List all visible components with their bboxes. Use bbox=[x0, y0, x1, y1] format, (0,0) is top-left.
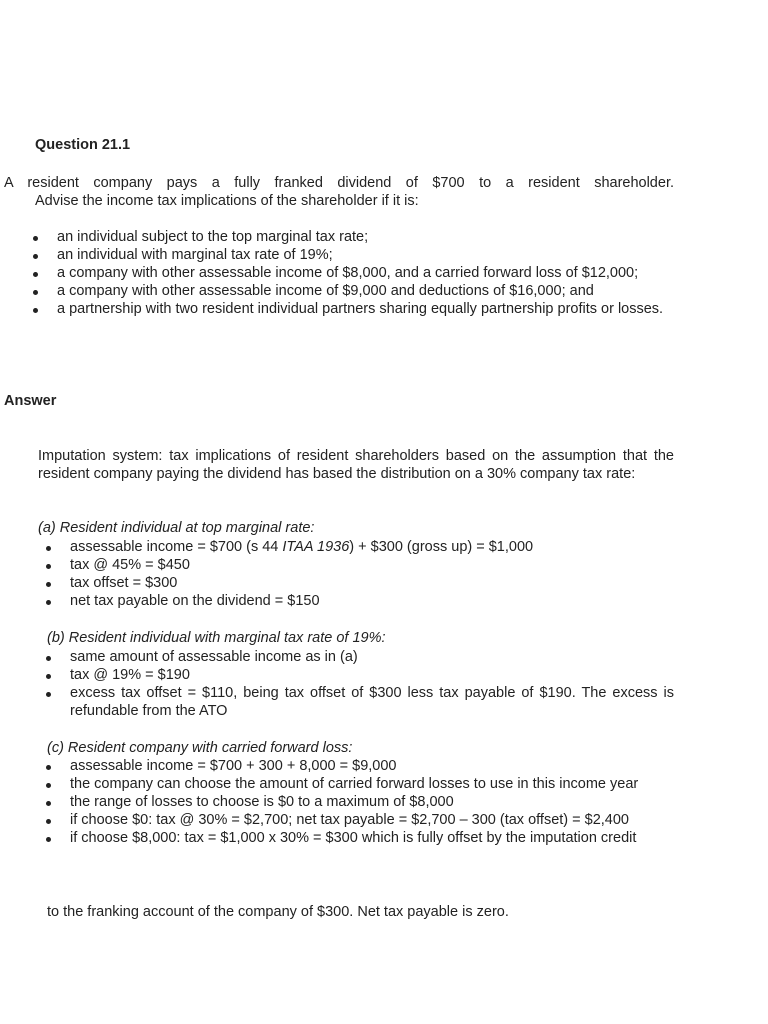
list-item: the range of losses to choose is $0 to a maximum of $8,000 bbox=[70, 793, 674, 811]
list-item: a company with other assessable income of $8,000, and a carried forward loss of $12,000; bbox=[57, 264, 674, 282]
section-c-heading: (c) Resident company with carried forward loss: bbox=[47, 740, 353, 756]
section-b-list bbox=[70, 648, 674, 720]
list-item: tax offset = $300 bbox=[70, 574, 674, 592]
list-item: an individual with marginal tax rate of 19%; bbox=[57, 246, 674, 264]
list-item: if choose $0: tax @ 30% = $2,700; net tax payable = $2,700 – 300 (tax offset) = $2,400 bbox=[70, 811, 674, 829]
question-intro-line2: Advise the income tax implications of the shareholder if it is: bbox=[35, 193, 419, 209]
answer-heading: Answer bbox=[4, 393, 57, 409]
list-item: excess tax offset = $110, being tax offset of $300 less tax payable of $190. The excess is refundable from the ATO bbox=[70, 685, 674, 719]
list-item-text: ) + $300 (gross up) = $1,000 bbox=[349, 539, 534, 555]
section-b-heading: (b) Resident individual with marginal tax rate of 19%: bbox=[47, 630, 386, 646]
section-c-closing: to the franking account of the company of $300. Net tax payable is zero. bbox=[47, 904, 509, 920]
question-intro-line1: A resident company pays a fully franked dividend of $700 to a resident shareholder. bbox=[4, 175, 674, 191]
question-title: Question 21.1 bbox=[35, 137, 131, 153]
list-item: assessable income = $700 + 300 + 8,000 = $9,000 bbox=[70, 757, 674, 775]
list-item: a partnership with two resident individual partners sharing equally partnership profits or losses. bbox=[57, 300, 674, 318]
section-c-list bbox=[70, 757, 674, 847]
list-item-text: assessable income = $700 (s 44 bbox=[70, 539, 283, 555]
list-item: a company with other assessable income of $9,000 and deductions of $16,000; and bbox=[57, 282, 674, 300]
question-intro bbox=[4, 174, 674, 210]
list-item: an individual subject to the top marginal tax rate; bbox=[57, 228, 674, 246]
section-a-heading: (a) Resident individual at top marginal rate: bbox=[38, 520, 315, 536]
list-item bbox=[70, 538, 674, 556]
imputation-paragraph: Imputation system: tax implications of resident shareholders based on the assumption that the resident company paying the dividend has based the distribution on a 30% company tax rate: bbox=[38, 448, 674, 482]
list-item: tax @ 45% = $450 bbox=[70, 556, 674, 574]
list-item: same amount of assessable income as in (a) bbox=[70, 648, 674, 666]
act-reference: ITAA 1936 bbox=[282, 539, 350, 555]
list-item: the company can choose the amount of carried forward losses to use in this income year bbox=[70, 775, 674, 793]
list-item: tax @ 19% = $190 bbox=[70, 666, 674, 684]
question-list bbox=[57, 228, 674, 318]
list-item: if choose $8,000: tax = $1,000 x 30% = $300 which is fully offset by the imputation credit bbox=[70, 829, 674, 847]
section-a-list bbox=[70, 538, 674, 610]
list-item: net tax payable on the dividend = $150 bbox=[70, 592, 674, 610]
